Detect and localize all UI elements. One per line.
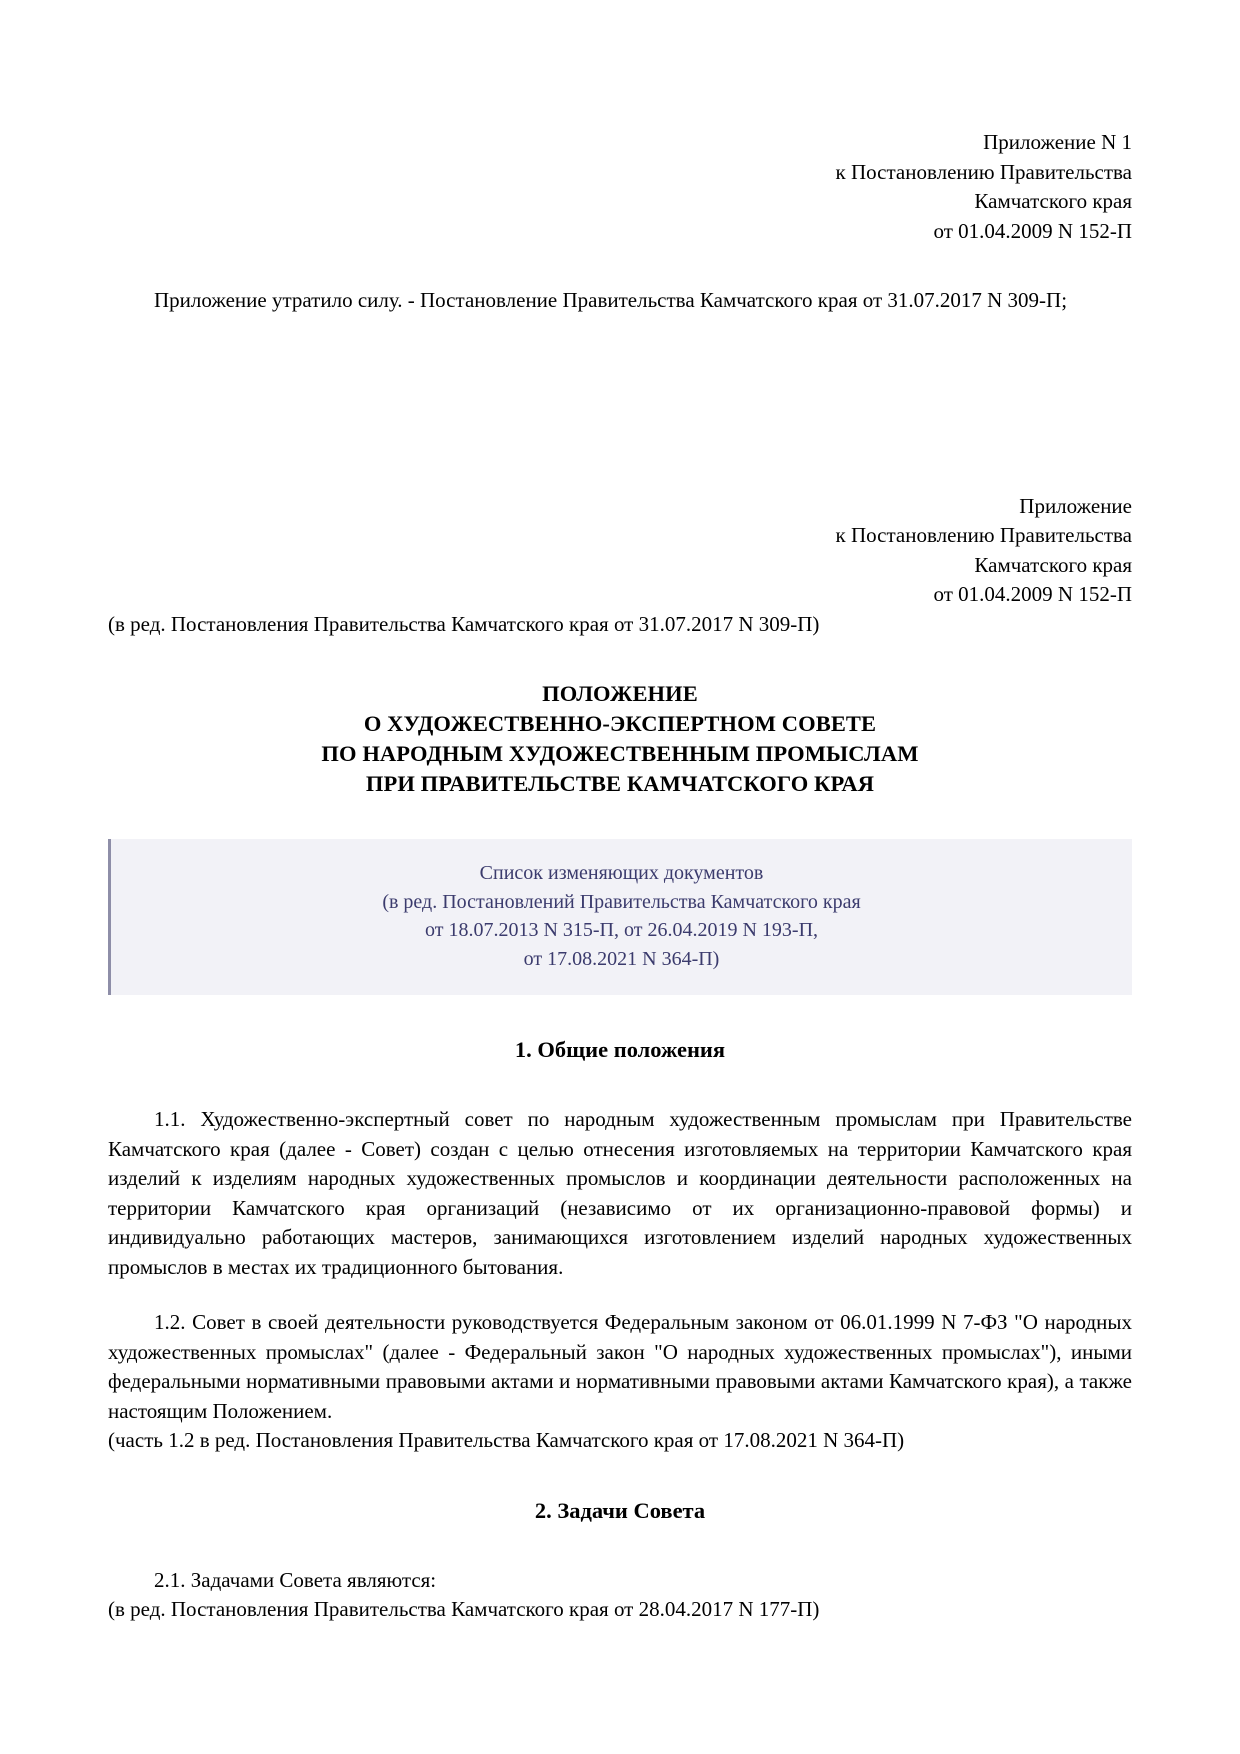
appendix-header-1-line-2: к Постановлению Правительства (835, 159, 1132, 184)
appendix-header-2 (108, 492, 1132, 610)
page-title (108, 679, 1132, 799)
paragraph-2-1: 2.1. Задачами Совета являются: (154, 1567, 437, 1592)
spacer (108, 316, 1132, 492)
appendix-header-1-line-3: Камчатского края (974, 189, 1132, 213)
spacer (108, 246, 1132, 286)
spacer (108, 995, 1132, 1035)
changing-documents-line-3: от 17.08.2021 N 364-П) (523, 947, 720, 970)
changing-documents-line-2: от 18.07.2013 N 315-П, от 26.04.2019 N 193-П, (424, 919, 819, 941)
edition-note: (в ред. Постановления Правительства Камчатского края от 31.07.2017 N 309-П) (108, 611, 820, 636)
appendix-header-1-line-4: от 01.04.2009 N 152-П (933, 218, 1132, 243)
paragraph-1-2: 1.2. Совет в своей деятельности руководствуется Федеральным законом от 06.01.1999 N 7-ФЗ "О народных художественных промыслах" (далее - Федеральный закон "О народных художественных промыслах"), иными федеральными нормативными правовыми актами и нормативными правовыми актами Камчатского края), а также настоящим Положением. (108, 1310, 1132, 1423)
paragraph-1-1: 1.1. Художественно-экспертный совет по народным художественным промыслам при Правительстве Камчатского края (далее - Совет) создан с целью отнесения изготовляемых на территории Камчатского края изделий к изделиям народных художественных промыслов и координации деятельности расположенных на территории Камчатского края организаций (независимо от их организационно-правовой формы) и индивидуально работающих мастеров, занимающихся изготовлением изделий народных художественных промыслов в местах их традиционного бытования. (108, 1107, 1132, 1279)
changing-documents-heading: Список изменяющих документов (479, 862, 764, 884)
appendix-header-2-line-2: к Постановлению Правительства (835, 523, 1132, 547)
spacer (108, 1456, 1132, 1496)
spacer (108, 1282, 1132, 1308)
appendix-header-2-line-1: Приложение (1019, 493, 1132, 518)
spacer (108, 1065, 1132, 1105)
changing-documents-line-1: (в ред. Постановлений Правительства Камчатского края (382, 890, 861, 913)
page-title-line-2: О ХУДОЖЕСТВЕННО-ЭКСПЕРТНОМ СОВЕТЕ (363, 711, 877, 736)
appendix-header-2-line-3: Камчатского края (974, 552, 1132, 577)
appendix-header-2-line-4: от 01.04.2009 N 152-П (933, 582, 1132, 606)
page-title-line-1: ПОЛОЖЕНИЕ (542, 681, 698, 706)
repeal-note: Приложение утратило силу. - Постановление Правительства Камчатского края от 31.07.2017 N 309-П; (154, 288, 1068, 312)
page-title-line-3: ПО НАРОДНЫМ ХУДОЖЕСТВЕННЫМ ПРОМЫСЛАМ (321, 741, 919, 766)
paragraph-2-1-note: (в ред. Постановления Правительства Камчатского края от 28.04.2017 N 177-П) (108, 1597, 820, 1621)
spacer (108, 1526, 1132, 1566)
spacer (108, 639, 1132, 679)
appendix-header-1 (108, 128, 1132, 246)
paragraph-1-2-note: (часть 1.2 в ред. Постановления Правительства Камчатского края от 17.08.2021 N 364-П) (108, 1428, 905, 1452)
page-title-line-4: ПРИ ПРАВИТЕЛЬСТВЕ КАМЧАТСКОГО КРАЯ (365, 771, 875, 796)
appendix-header-1-line-1: Приложение N 1 (983, 130, 1132, 154)
section-1-heading: 1. Общие положения (514, 1037, 726, 1062)
section-2-heading: 2. Задачи Совета (534, 1497, 706, 1523)
document-content (108, 0, 1132, 1625)
changing-documents-box (108, 839, 1132, 995)
spacer (108, 799, 1132, 839)
